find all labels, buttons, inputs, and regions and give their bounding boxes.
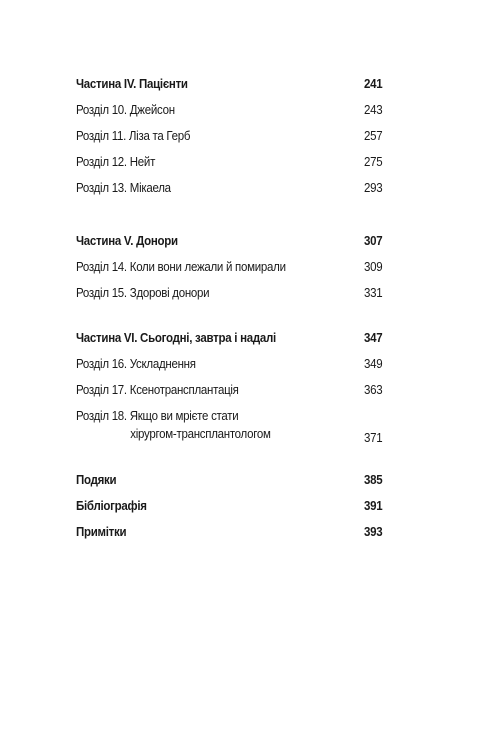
toc-entry-page: 243 bbox=[363, 103, 383, 117]
toc-entry-page: 385 bbox=[363, 473, 383, 487]
toc-entry-title: Частина IV. Пацієнти bbox=[76, 77, 188, 91]
toc-entry-page: 371 bbox=[363, 431, 383, 445]
toc-entry-title: Примітки bbox=[76, 525, 127, 539]
toc-entry-page: 393 bbox=[363, 525, 383, 539]
toc-entry-page: 347 bbox=[363, 331, 383, 345]
toc-entry-title: Подяки bbox=[76, 473, 117, 487]
toc-entry-page: 363 bbox=[363, 383, 383, 397]
toc-entry-chapter-15[interactable] bbox=[76, 286, 382, 304]
toc-entry-bibliography[interactable] bbox=[76, 499, 382, 517]
toc-entry-acknowledgements[interactable] bbox=[76, 473, 382, 491]
toc-entry-title: Розділ 13. Мікаела bbox=[76, 181, 171, 195]
toc-entry-page: 241 bbox=[363, 77, 383, 91]
toc-entry-title: Розділ 18. Якщо ви мрієте стати bbox=[76, 409, 239, 423]
toc-entry-page: 275 bbox=[363, 155, 383, 169]
toc-entry-title: Розділ 16. Ускладнення bbox=[76, 357, 196, 371]
toc-entry-chapter-11[interactable] bbox=[76, 129, 382, 147]
toc-entry-part-4[interactable] bbox=[76, 77, 382, 95]
toc-entry-page: 349 bbox=[363, 357, 383, 371]
toc-entry-title: Розділ 11. Ліза та Герб bbox=[76, 129, 191, 143]
toc-entry-title: Розділ 17. Ксенотрансплантація bbox=[76, 383, 239, 397]
toc-entry-chapter-14[interactable] bbox=[76, 260, 382, 278]
toc-entry-chapter-16[interactable] bbox=[76, 357, 382, 375]
toc-entry-title: Бібліографія bbox=[76, 499, 147, 513]
toc-entry-title: Розділ 10. Джейсон bbox=[76, 103, 175, 117]
toc-entry-title: Частина VI. Сьогодні, завтра і надалі bbox=[76, 331, 276, 345]
toc-entry-notes[interactable] bbox=[76, 525, 382, 543]
toc-entry-title: Розділ 12. Нейт bbox=[76, 155, 156, 169]
toc-entry-chapter-12[interactable] bbox=[76, 155, 382, 173]
toc-entry-title: Розділ 15. Здорові донори bbox=[76, 286, 210, 300]
toc-entry-title: Розділ 14. Коли вони лежали й помирали bbox=[76, 260, 286, 274]
toc-entry-chapter-10[interactable] bbox=[76, 103, 382, 121]
toc-entry-chapter-17[interactable] bbox=[76, 383, 382, 401]
toc-entry-part-5[interactable] bbox=[76, 234, 382, 252]
toc-entry-page: 391 bbox=[363, 499, 383, 513]
toc-entry-chapter-18[interactable] bbox=[76, 409, 382, 445]
toc-entry-page: 257 bbox=[363, 129, 383, 143]
toc-entry-title: Частина V. Донори bbox=[76, 234, 178, 248]
toc-entry-page: 309 bbox=[363, 260, 383, 274]
toc-entry-title-continuation: хірургом-трансплантологом bbox=[130, 427, 271, 441]
toc-entry-page: 331 bbox=[363, 286, 383, 300]
toc-entry-page: 307 bbox=[363, 234, 383, 248]
toc-entry-part-6[interactable] bbox=[76, 331, 382, 349]
toc-entry-page: 293 bbox=[363, 181, 383, 195]
toc-entry-chapter-13[interactable] bbox=[76, 181, 382, 199]
